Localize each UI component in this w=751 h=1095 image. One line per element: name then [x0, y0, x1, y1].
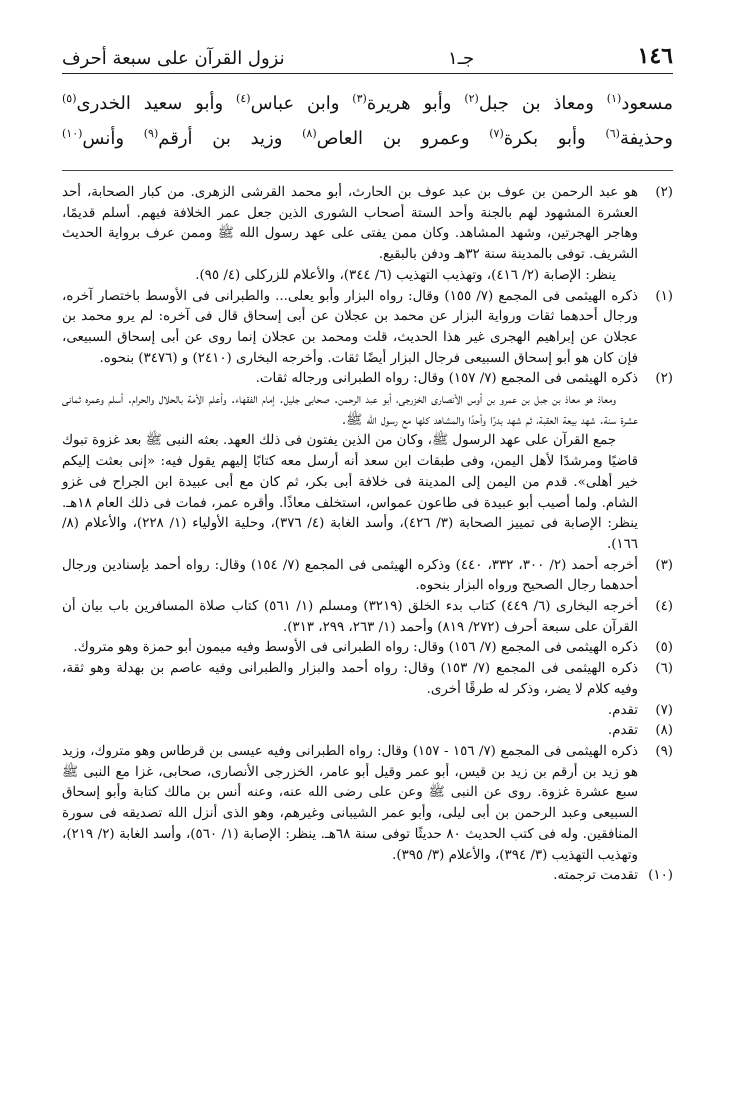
footnote	[62, 597, 673, 638]
footnote-reference[interactable]: (٥)	[62, 92, 77, 105]
main-text-segment: مسعود	[621, 93, 674, 114]
footnote-paragraph: ذكره الهيثمى فى المجمع (٧/ ١٥٣) وقال: رواه أحمد والبزار والطبرانى وفيه عاصم بن بهدلة وهو ثقة، وفيه كلام لا يضر، وذكر له طرقًا أخرى.	[62, 661, 638, 697]
main-text	[62, 86, 673, 156]
footnote-paragraph: ذكره الهيثمى فى المجمع (٧/ ١٥٦ - ١٥٧) وقال: رواه الطبرانى وفيه عيسى بن قرطاس وهو متروك، وزيد هو زيد بن أرقم بن زيد بن قيس، أبو عمر وقيل أبو عامر، الخزرجى الأنصارى، صحابى، غزا مع النبى ﷺ سبع عشرة غزوة. روى عن النبى ﷺ وعن على رضى الله عنه، وعنه أنس بن مالك كتابة وأبو إسحاق السبيعى وعبد الرحمن بن أبى ليلى، وأبو عمر الشيبانى وغيرهم، وهو الذى أنزل الله تصديقه فى سورة المنافقين. وله فى كتب الحديث ٨٠ حديثًا توفى سنة ٦٨هـ. ينظر: الإصابة (١/ ٥٦٠)، وأسد الغابة (٢/ ٢١٩)، وتهذيب التهذيب (٣/ ٣٩٤)، والأعلام (٣/ ٣٩٥).	[62, 743, 639, 863]
footnote	[62, 659, 673, 700]
footnote-paragraph: ومعاذ هو معاذ بن جبل بن عمرو بن أوس الأنصارى الخزرجى، أبو عبد الرحمن. صحابى جليل. إمام الفقهاء. وأعلم الأمة بالحلال والحرام. أسلم وعمره ثمانى عشرة سنة. شهد بيعة العقبة، ثم شهد بدرًا وأحدًا والمشاهد كلها مع رسول الله ﷺ.	[62, 392, 638, 428]
footnote-paragraph: أخرجه أحمد (٢/ ٣٠٠، ٣٣٢، ٤٤٠) وذكره الهيثمى فى المجمع (٧/ ١٥٤) وقال: رواه أحمد بإسنادين ورجال أحدهما رجال الصحيح ورواه البزار بنحوه.	[62, 557, 638, 594]
footnote-reference[interactable]: (١٠)	[62, 127, 83, 140]
footnote-number: (٨)	[655, 723, 673, 739]
footnote-reference[interactable]: (٤)	[236, 92, 251, 105]
footnote	[62, 183, 673, 287]
footnote-paragraph: ذكره الهيثمى فى المجمع (٧/ ١٥٦) وقال: رواه الطبرانى فى الأوسط وفيه ميمون أبو حمزة وهو متروك.	[73, 640, 638, 656]
footnote-reference[interactable]: (٢)	[464, 92, 479, 105]
footnote-reference[interactable]: (٦)	[605, 127, 620, 140]
running-header	[62, 44, 673, 74]
footnote	[62, 369, 673, 555]
footnote-paragraph: ينظر: الإصابة (٢/ ٤١٦)، وتهذيب التهذيب (٦/ ٣٤٤)، والأعلام للزركلى (٤/ ٩٥).	[195, 267, 616, 283]
main-text-segment: وابن عباس	[250, 93, 353, 114]
footnote-number: (٢)	[655, 185, 673, 200]
main-text-line	[62, 86, 673, 121]
footnote-reference[interactable]: (١)	[606, 92, 622, 105]
main-text-line	[62, 121, 673, 156]
main-text-segment: وأبو سعيد الخدرى	[76, 93, 237, 114]
volume-label: جـ١	[448, 48, 475, 69]
footnote-number: (٣)	[655, 557, 673, 573]
main-text-segment: وحذيفة	[619, 128, 673, 149]
footnote	[62, 742, 673, 866]
footnote-paragraph: تقدم.	[607, 723, 638, 739]
main-text-segment: وأبو بكرة	[503, 128, 606, 149]
footnote-reference[interactable]: (٧)	[489, 127, 504, 140]
footnote-reference[interactable]: (٩)	[143, 127, 159, 140]
footnote-separator	[62, 170, 673, 171]
footnote-number: (٥)	[655, 640, 673, 656]
footnotes-section	[62, 183, 673, 887]
footnote-paragraph: تقدم.	[607, 702, 638, 718]
footnote-paragraph: ذكره الهيثمى فى المجمع (٧/ ١٥٥) وقال: رواه البزار وأبو يعلى... والطبرانى فى الأوسط باختصار آخره، ورجال أحدهما ثقات ورواية البزار عن محمد بن عجلان عن أبى إسحاق قال فى آخره: لم يرو محمد بن عجلان عن إبراهيم الهجرى غير هذا الحديث، قلت ومحمد بن عجلان إنما روى عن أبى إسحاق السبيعى، فإن كان هو أبو إسحاق السبيعى فرجال البزار أيضًا ثقات. وأخرجه البخارى (٢٤١٠) و (٣٤٧٦) بنحوه.	[62, 288, 638, 366]
footnote-number: (٩)	[655, 743, 673, 759]
main-text-segment: ومعاذ بن جبل	[478, 93, 607, 114]
main-text-segment: وأنس	[82, 128, 144, 149]
footnote-paragraph: هو عبد الرحمن بن عوف بن عبد عوف بن الحارث، أبو محمد القرشى الزهرى. من كبار الصحابة، أحد العشرة المشهود لهم بالجنة وأحد الستة أصحاب الشورى الذين جعل عمر الخلافة فيهم. أسلم قديمًا، وهاجر الهجرتين، وشهد المشاهد. وكان ممن يفتى على عهد رسول الله ﷺ وممن عرف برواية الحديث الشريف. توفى بالمدينة سنة ٣٢هـ ودفن بالبقيع.	[62, 185, 638, 263]
footnote-reference[interactable]: (٨)	[302, 127, 317, 140]
footnote	[62, 721, 673, 742]
footnote-number: (٤)	[655, 599, 673, 615]
footnote-paragraph: تقدمت ترجمته.	[553, 868, 638, 884]
footnote-paragraph: جمع القرآن على عهد الرسول ﷺ، وكان من الذين يفتون فى ذلك العهد. بعثه النبى ﷺ بعد غزوة تبوك قاضيًا ومرشدًا لأهل اليمن، وفى طبقات ابن سعد أنه أرسل معه كتابًا إليهم يقول فيه: «إنى بعثت إليكم خير أهلى». قدم من اليمن إلى المدينة فى خلافة أبى بكر، ثم كان مع أبى عبيدة ابن الجراح فى غزو الشام. ولما أصيب أبو عبيدة فى طاعون عمواس، استخلف معاذًا. وأقره عمر، فمات فى ذلك العام ١٨هـ. ينظر: الإصابة فى تمييز الصحابة (٣/ ٤٢٦)، وأسد الغابة (٤/ ٣٧٦)، وحلية الأولياء (١/ ٢٢٨)، والأعلام (٨/ ١٦٦).	[62, 433, 638, 552]
footnote	[62, 866, 673, 887]
footnote-number: (١٠)	[648, 868, 673, 884]
chapter-title: نزول القرآن على سبعة أحرف	[62, 48, 285, 69]
main-text-segment: وأبو هريرة	[366, 93, 465, 114]
footnote-reference[interactable]: (٣)	[352, 92, 367, 105]
footnote	[62, 701, 673, 722]
footnote	[62, 556, 673, 597]
main-text-segment: وعمرو بن العاص	[316, 128, 490, 149]
footnote-paragraph: ذكره الهيثمى فى المجمع (٧/ ١٥٧) وقال: رواه الطبرانى ورجاله ثقات.	[255, 371, 638, 387]
footnote-number: (١)	[655, 288, 673, 304]
footnote-number: (٦)	[655, 661, 673, 677]
main-text-segment: وزيد بن أرقم	[158, 128, 303, 149]
footnote	[62, 638, 673, 659]
footnote-paragraph: أخرجه البخارى (٦/ ٤٤٩) كتاب بدء الخلق (٣٢١٩) ومسلم (١/ ٥٦١) كتاب صلاة المسافرين باب بيان أن القرآن على سبعة أحرف (٢٧٢/ ٨١٩) وأحمد (١/ ٢٦٣، ٢٩٩، ٣١٣).	[62, 599, 638, 635]
footnote-number: (٢)	[655, 371, 673, 387]
footnote	[62, 287, 673, 370]
footnote-number: (٧)	[655, 702, 673, 718]
page-number: ١٤٦	[637, 43, 673, 69]
